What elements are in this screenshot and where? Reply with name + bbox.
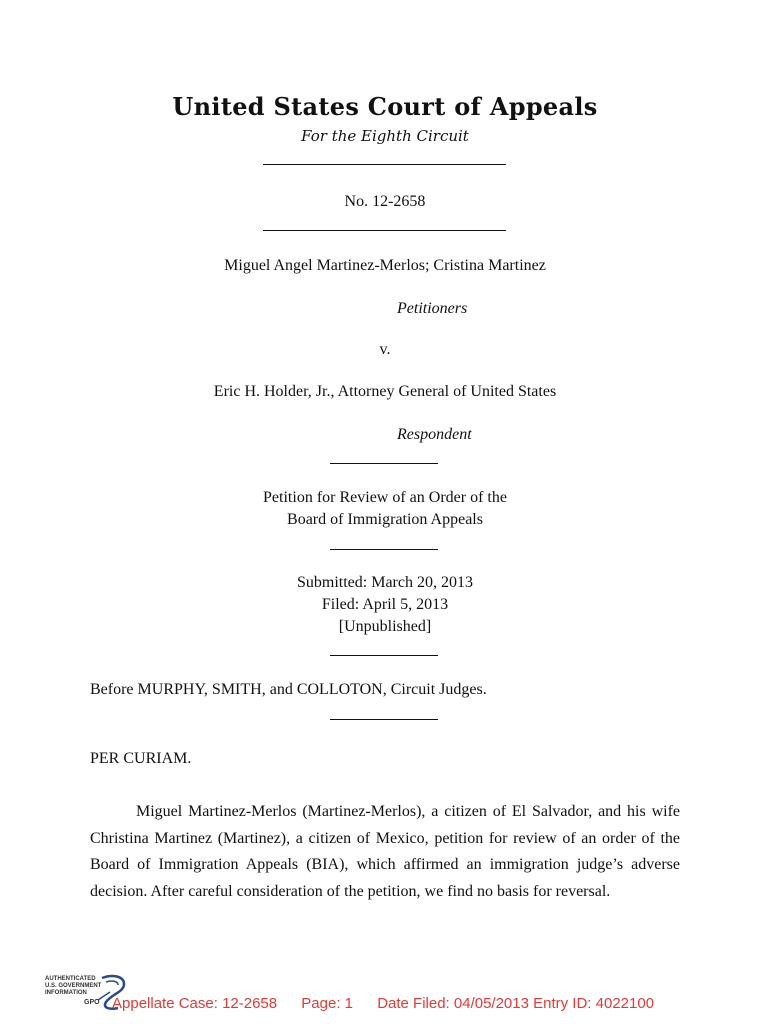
gpo-seal-line: GPO	[84, 999, 100, 1006]
divider-line	[330, 549, 438, 550]
divider-line	[330, 463, 438, 464]
respondent-role: Respondent	[397, 426, 472, 443]
petitioners-role: Petitioners	[397, 300, 468, 317]
divider-line	[330, 655, 438, 656]
versus-label: v.	[379, 341, 391, 358]
publication-status: [Unpublished]	[338, 618, 432, 635]
respondent-name: Eric H. Holder, Jr., Attorney General of United States	[213, 383, 557, 400]
per-curiam-heading: PER CURIAM.	[90, 750, 192, 767]
court-title: United States Court of Appeals	[172, 92, 598, 121]
submitted-date: Submitted: March 20, 2013	[297, 574, 473, 591]
gpo-seal-line: INFORMATION	[45, 990, 87, 996]
divider-line	[330, 719, 438, 720]
opinion-paragraph	[90, 799, 680, 905]
footer-date-filed: Date Filed: 04/05/2013 Entry ID: 4022100	[377, 995, 655, 1012]
opinion-paragraph-text: Miguel Martinez-Merlos (Martinez-Merlos), a citizen of El Salvador, and his wife Christina Martinez (Martinez), a citizen of Mexico, petition for review of an order of the Board of Immigration Appeals (BIA), which affirmed an immigration judge’s adverse decision. After careful consideration of the petition, we find no basis for reversal.	[90, 803, 680, 900]
petition-line-1: Petition for Review of an Order of the	[263, 489, 507, 506]
petition-line-2: Board of Immigration Appeals	[287, 511, 483, 528]
divider-line	[263, 230, 506, 231]
divider-line	[263, 164, 506, 165]
petitioners-names: Miguel Angel Martinez-Merlos; Cristina Martinez	[224, 257, 546, 274]
circuit-subtitle: For the Eighth Circuit	[301, 127, 469, 145]
judges-line: Before MURPHY, SMITH, and COLLOTON, Circuit Judges.	[90, 681, 487, 698]
gpo-seal-line: U.S. GOVERNMENT	[45, 983, 102, 989]
footer-page: Page: 1	[301, 995, 354, 1012]
gpo-seal-line: AUTHENTICATED	[45, 976, 96, 982]
case-number: No. 12-2658	[344, 193, 426, 210]
filed-date: Filed: April 5, 2013	[321, 596, 449, 613]
footer-case: Appellate Case: 12-2658	[112, 995, 278, 1012]
filing-footer	[112, 995, 674, 1012]
